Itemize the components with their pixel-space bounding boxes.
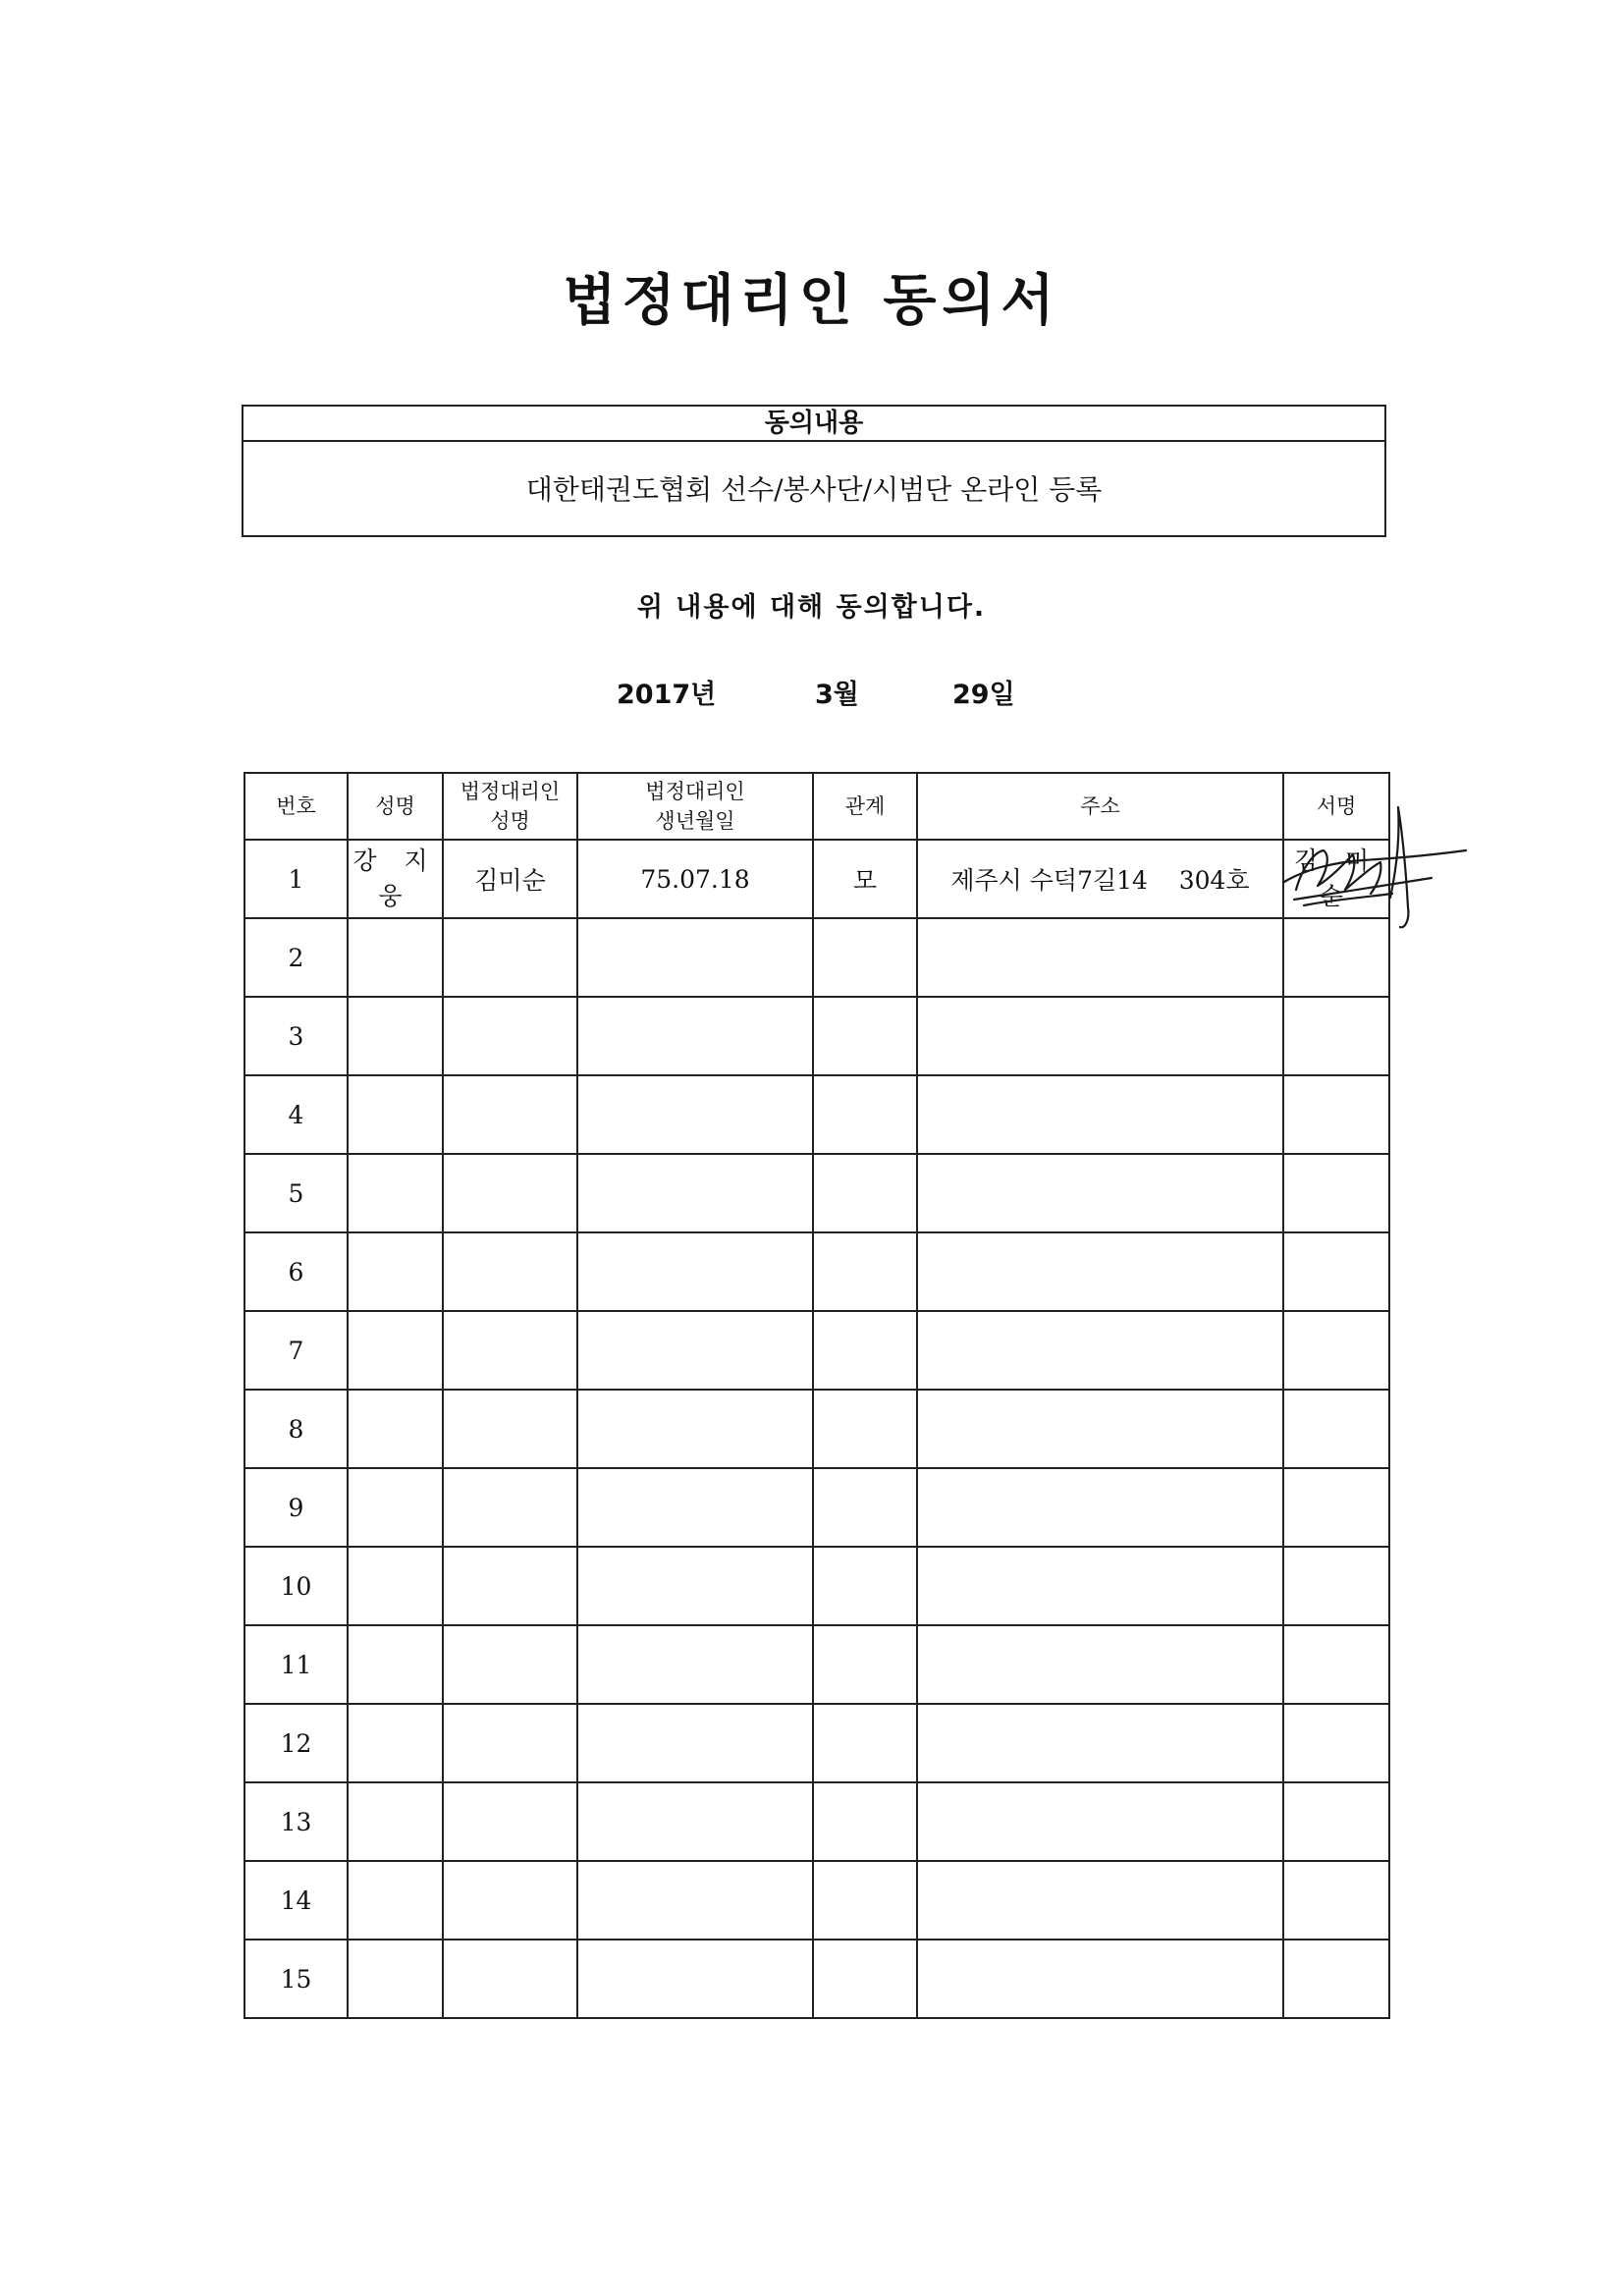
cell-relation — [813, 1390, 917, 1468]
header-guardian-name — [443, 773, 577, 840]
agreement-text: 위 내용에 대해 동의합니다. — [636, 592, 987, 623]
table-row — [244, 1075, 1389, 1154]
table-row — [244, 1232, 1389, 1311]
cell-guardian-birth — [577, 1625, 813, 1704]
cell-signature — [1283, 997, 1389, 1075]
cell-guardian-birth — [577, 1547, 813, 1625]
cell-address — [917, 1547, 1283, 1625]
header-guardian-name-line2: 성명 — [490, 809, 530, 833]
cell-address — [917, 997, 1283, 1075]
cell-guardian-birth — [577, 997, 813, 1075]
table-row — [244, 1390, 1389, 1468]
table-row — [244, 918, 1389, 997]
cell-address — [917, 1468, 1283, 1547]
cell-no: 1 — [244, 840, 348, 918]
cell-guardian-birth: 75.07.18 — [577, 840, 813, 918]
cell-name — [348, 997, 443, 1075]
cell-name — [348, 1311, 443, 1390]
header-name: 성명 — [348, 773, 443, 840]
cell-signature — [1283, 1782, 1389, 1861]
cell-guardian-birth — [577, 1154, 813, 1232]
cell-guardian-name — [443, 1232, 577, 1311]
cell-signature — [1283, 1154, 1389, 1232]
cell-name — [348, 1232, 443, 1311]
cell-signature — [1283, 1704, 1389, 1782]
header-address: 주소 — [917, 773, 1283, 840]
cell-guardian-birth — [577, 1232, 813, 1311]
cell-no: 3 — [244, 997, 348, 1075]
cell-guardian-name — [443, 1390, 577, 1468]
cell-address — [917, 1782, 1283, 1861]
table-row — [244, 1468, 1389, 1547]
cell-no: 5 — [244, 1154, 348, 1232]
cell-guardian-birth — [577, 1311, 813, 1390]
cell-relation — [813, 1547, 917, 1625]
cell-relation — [813, 1232, 917, 1311]
cell-guardian-name — [443, 1704, 577, 1782]
cell-guardian-birth — [577, 1704, 813, 1782]
cell-guardian-name — [443, 1075, 577, 1154]
cell-relation — [813, 1625, 917, 1704]
header-guardian-birth — [577, 773, 813, 840]
cell-no: 15 — [244, 1940, 348, 2018]
cell-signature — [1283, 1311, 1389, 1390]
cell-signature — [1283, 918, 1389, 997]
cell-address — [917, 1704, 1283, 1782]
cell-no: 10 — [244, 1547, 348, 1625]
cell-name — [348, 1625, 443, 1704]
cell-guardian-name — [443, 1154, 577, 1232]
table-row — [244, 1547, 1389, 1625]
cell-signature — [1283, 1468, 1389, 1547]
cell-signature — [1283, 1861, 1389, 1940]
table-row — [244, 1861, 1389, 1940]
cell-signature — [1283, 1547, 1389, 1625]
table-row — [244, 1782, 1389, 1861]
table-row — [244, 1704, 1389, 1782]
cell-guardian-name — [443, 1940, 577, 2018]
cell-no: 9 — [244, 1468, 348, 1547]
date-month: 3월 — [815, 680, 859, 710]
cell-guardian-name — [443, 1547, 577, 1625]
date-day: 29일 — [952, 680, 1015, 710]
cell-guardian-name — [443, 1782, 577, 1861]
cell-name — [348, 1075, 443, 1154]
cell-name — [348, 840, 443, 918]
cell-address — [917, 1154, 1283, 1232]
cell-relation — [813, 997, 917, 1075]
cell-address — [917, 1075, 1283, 1154]
cell-guardian-birth — [577, 1468, 813, 1547]
cell-guardian-birth — [577, 1940, 813, 2018]
date-year: 2017년 — [617, 680, 717, 710]
header-guardian-birth-line2: 생년월일 — [655, 809, 735, 833]
cell-name-line1: 강 지 — [352, 847, 438, 875]
cell-relation: 모 — [813, 840, 917, 918]
cell-address — [917, 1232, 1283, 1311]
cell-relation — [813, 1861, 917, 1940]
cell-signature — [1283, 840, 1389, 918]
cell-address — [917, 1861, 1283, 1940]
consent-content: 대한태권도협회 선수/봉사단/시범단 온라인 등록 — [525, 473, 1103, 506]
cell-guardian-name — [443, 997, 577, 1075]
header-signature: 서명 — [1283, 773, 1389, 840]
cell-name — [348, 1468, 443, 1547]
cell-guardian-name — [443, 918, 577, 997]
cell-sign-line2: 순 — [1319, 882, 1354, 910]
cell-guardian-birth — [577, 918, 813, 997]
cell-name — [348, 918, 443, 997]
cell-no: 13 — [244, 1782, 348, 1861]
cell-no: 12 — [244, 1704, 348, 1782]
cell-name — [348, 1154, 443, 1232]
cell-name — [348, 1861, 443, 1940]
cell-address — [917, 1940, 1283, 2018]
cell-no: 7 — [244, 1311, 348, 1390]
cell-name-line2: 웅 — [378, 882, 412, 910]
table-row — [244, 1940, 1389, 2018]
header-relation: 관계 — [813, 773, 917, 840]
header-guardian-name-line1: 법정대리인 — [460, 780, 561, 803]
cell-guardian-birth — [577, 1075, 813, 1154]
cell-guardian-name: 김미순 — [443, 840, 577, 918]
cell-no: 14 — [244, 1861, 348, 1940]
cell-relation — [813, 918, 917, 997]
cell-guardian-name — [443, 1468, 577, 1547]
table-row — [244, 1154, 1389, 1232]
consent-heading: 동의내용 — [243, 407, 1384, 442]
header-guardian-birth-line1: 법정대리인 — [645, 780, 745, 803]
cell-guardian-birth — [577, 1861, 813, 1940]
cell-relation — [813, 1468, 917, 1547]
cell-guardian-name — [443, 1311, 577, 1390]
cell-guardian-name — [443, 1861, 577, 1940]
guardian-table — [243, 772, 1390, 2019]
consent-box — [242, 405, 1386, 537]
cell-relation — [813, 1704, 917, 1782]
cell-address — [917, 1311, 1283, 1390]
table-row — [244, 1625, 1389, 1704]
cell-signature — [1283, 1390, 1389, 1468]
cell-signature — [1283, 1940, 1389, 2018]
cell-guardian-birth — [577, 1782, 813, 1861]
cell-signature — [1283, 1075, 1389, 1154]
table-header-row — [244, 773, 1389, 840]
cell-relation — [813, 1154, 917, 1232]
document-title: 법정대리인 동의서 — [563, 269, 1060, 333]
table-row — [244, 1311, 1389, 1390]
cell-no: 8 — [244, 1390, 348, 1468]
cell-name — [348, 1782, 443, 1861]
table-row — [244, 840, 1389, 918]
cell-relation — [813, 1940, 917, 2018]
cell-relation — [813, 1311, 917, 1390]
cell-name — [348, 1940, 443, 2018]
cell-signature — [1283, 1232, 1389, 1311]
cell-name — [348, 1390, 443, 1468]
cell-guardian-name — [443, 1625, 577, 1704]
cell-no: 2 — [244, 918, 348, 997]
cell-relation — [813, 1075, 917, 1154]
cell-address: 제주시 수덕7길14 304호 — [917, 840, 1283, 918]
cell-name — [348, 1704, 443, 1782]
cell-address — [917, 918, 1283, 997]
cell-no: 11 — [244, 1625, 348, 1704]
cell-address — [917, 1625, 1283, 1704]
cell-guardian-birth — [577, 1390, 813, 1468]
header-no: 번호 — [244, 773, 348, 840]
cell-sign-line1: 김 미 — [1293, 847, 1380, 875]
cell-no: 6 — [244, 1232, 348, 1311]
table-row — [244, 997, 1389, 1075]
cell-relation — [813, 1782, 917, 1861]
cell-address — [917, 1390, 1283, 1468]
cell-name — [348, 1547, 443, 1625]
cell-no: 4 — [244, 1075, 348, 1154]
cell-signature — [1283, 1625, 1389, 1704]
